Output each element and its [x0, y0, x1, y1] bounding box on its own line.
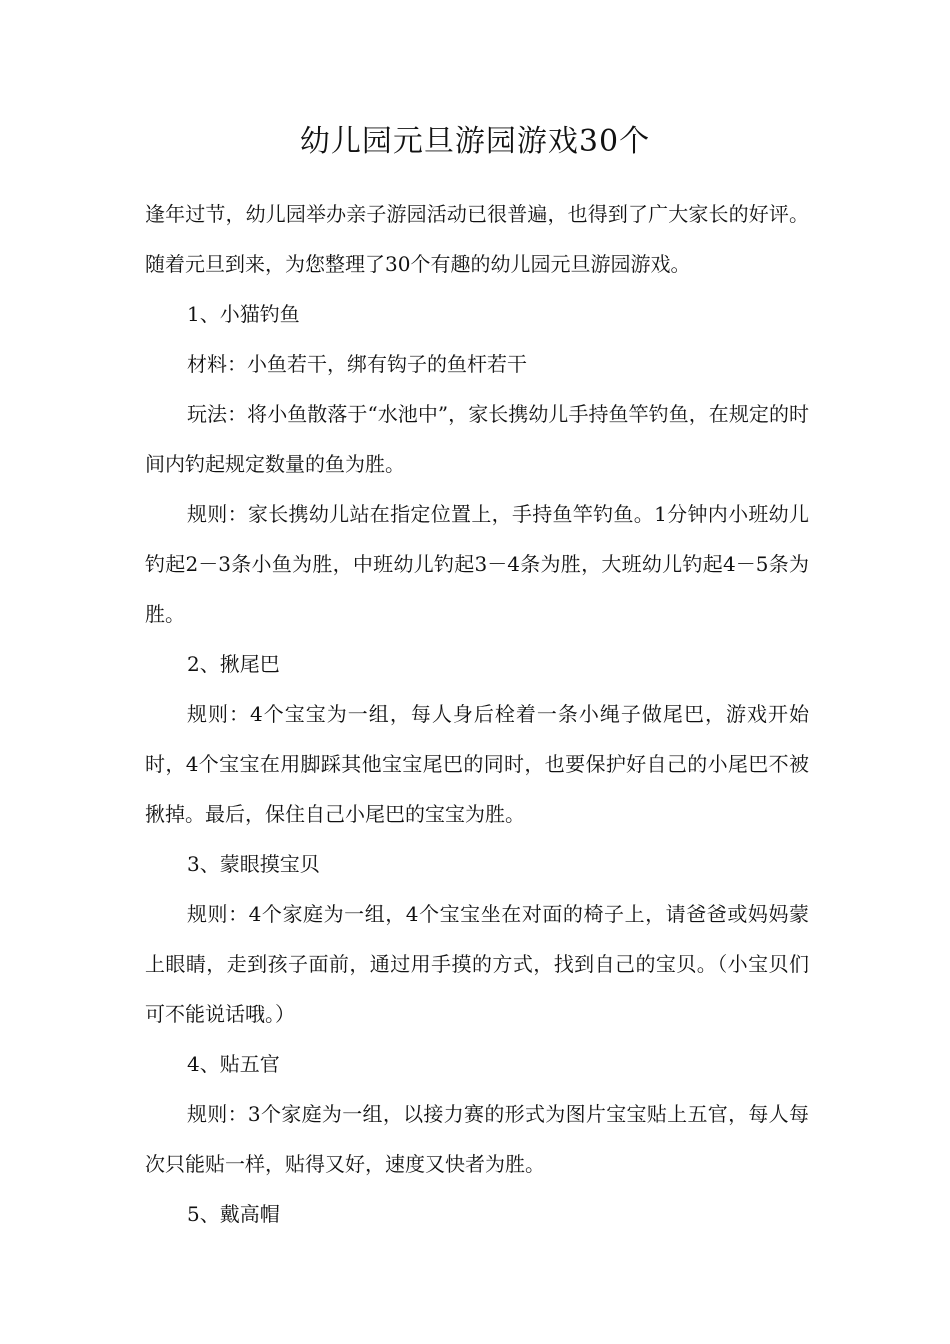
rules-paragraph-1: 规则：家长携幼儿站在指定位置上，手持鱼竿钓鱼。1分钟内小班幼儿钓起2－3条小鱼为胜，中班幼儿钓起3－4条为胜，大班幼儿钓起4－5条为胜。 [145, 502, 809, 626]
section-heading-5: 5、戴高帽 [187, 1202, 280, 1226]
section-heading-4: 4、贴五官 [187, 1052, 280, 1076]
rules-paragraph-2: 规则：4个宝宝为一组，每人身后栓着一条小绳子做尾巴，游戏开始时，4个宝宝在用脚踩其他宝宝尾巴的同时，也要保护好自己的小尾巴不被揪掉。最后，保住自己小尾巴的宝宝为胜。 [145, 702, 809, 826]
rules-paragraph-3: 规则：4个家庭为一组，4个宝宝坐在对面的椅子上，请爸爸或妈妈蒙上眼睛，走到孩子面前，通过用手摸的方式，找到自己的宝贝。（小宝贝们可不能说话哦。） [145, 902, 809, 1026]
section-heading-2: 2、揪尾巴 [187, 652, 280, 676]
section-heading-1: 1、小猫钓鱼 [187, 302, 300, 326]
section-heading-3: 3、蒙眼摸宝贝 [187, 852, 320, 876]
document-title: 幼儿园元旦游园游戏30个 [299, 124, 651, 159]
document-body [145, 189, 809, 1239]
gameplay-paragraph: 玩法：将小鱼散落于“水池中”，家长携幼儿手持鱼竿钓鱼，在规定的时间内钓起规定数量的鱼为胜。 [145, 402, 809, 476]
rules-paragraph-4: 规则：3个家庭为一组，以接力赛的形式为图片宝宝贴上五官，每人每次只能贴一样，贴得又好，速度又快者为胜。 [145, 1102, 809, 1176]
materials-paragraph: 材料：小鱼若干，绑有钩子的鱼杆若干 [187, 352, 527, 376]
intro-paragraph: 逢年过节，幼儿园举办亲子游园活动已很普遍，也得到了广大家长的好评。随着元旦到来，为您整理了30个有趣的幼儿园元旦游园游戏。 [145, 202, 809, 276]
